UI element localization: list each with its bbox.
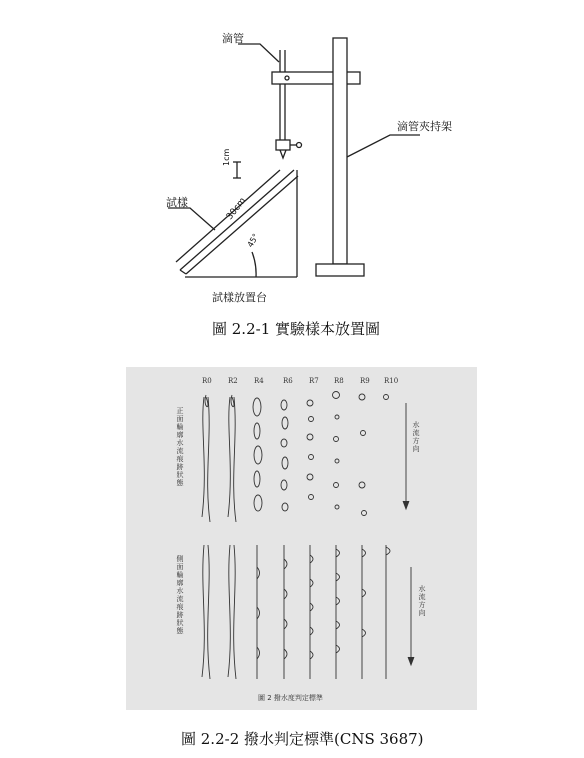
r-label: R0	[202, 377, 212, 385]
r-label: R2	[228, 377, 238, 385]
caption-figure-2: 圖 2.2-2 撥水判定標準(CNS 3687)	[181, 730, 424, 748]
r-label: R7	[309, 377, 319, 385]
side-profile-label: 側面輪廓水流痕跡狀態	[176, 555, 184, 635]
r-label: R9	[360, 377, 370, 385]
water-trace-drawings	[126, 367, 477, 710]
stand-column	[333, 38, 347, 264]
repellency-chart-photo	[126, 367, 477, 710]
specimen-board	[180, 170, 294, 270]
label-dropper: 滴管	[222, 32, 244, 45]
dropper-leader	[238, 44, 279, 62]
front-profile-label: 正面輪廓水流痕跡狀態	[176, 407, 184, 487]
caption-figure-1: 圖 2.2-1 實驗樣本放置圖	[212, 320, 381, 338]
label-specimen: 試樣	[166, 196, 188, 209]
r-label: R4	[254, 377, 264, 385]
dropper-valve	[276, 140, 290, 150]
r-label: R6	[283, 377, 293, 385]
r-label: R10	[384, 377, 399, 385]
chart-footnote: 圖 2 撥水度判定標準	[258, 694, 323, 702]
label-holder: 滴管夾持架	[397, 120, 452, 133]
dim-1cm: 1cm	[222, 148, 231, 166]
label-platform: 試樣放置台	[212, 291, 267, 304]
specimen-leader	[168, 208, 215, 230]
flow-direction-label-1: 水流方向	[412, 421, 420, 453]
stand-base	[316, 264, 364, 276]
flow-direction-label-2: 水流方向	[418, 585, 426, 617]
dim-30cm: 30cm	[224, 196, 249, 222]
r-label: R8	[334, 377, 344, 385]
holder-leader	[347, 135, 420, 157]
angle-45: 45°	[245, 232, 261, 249]
